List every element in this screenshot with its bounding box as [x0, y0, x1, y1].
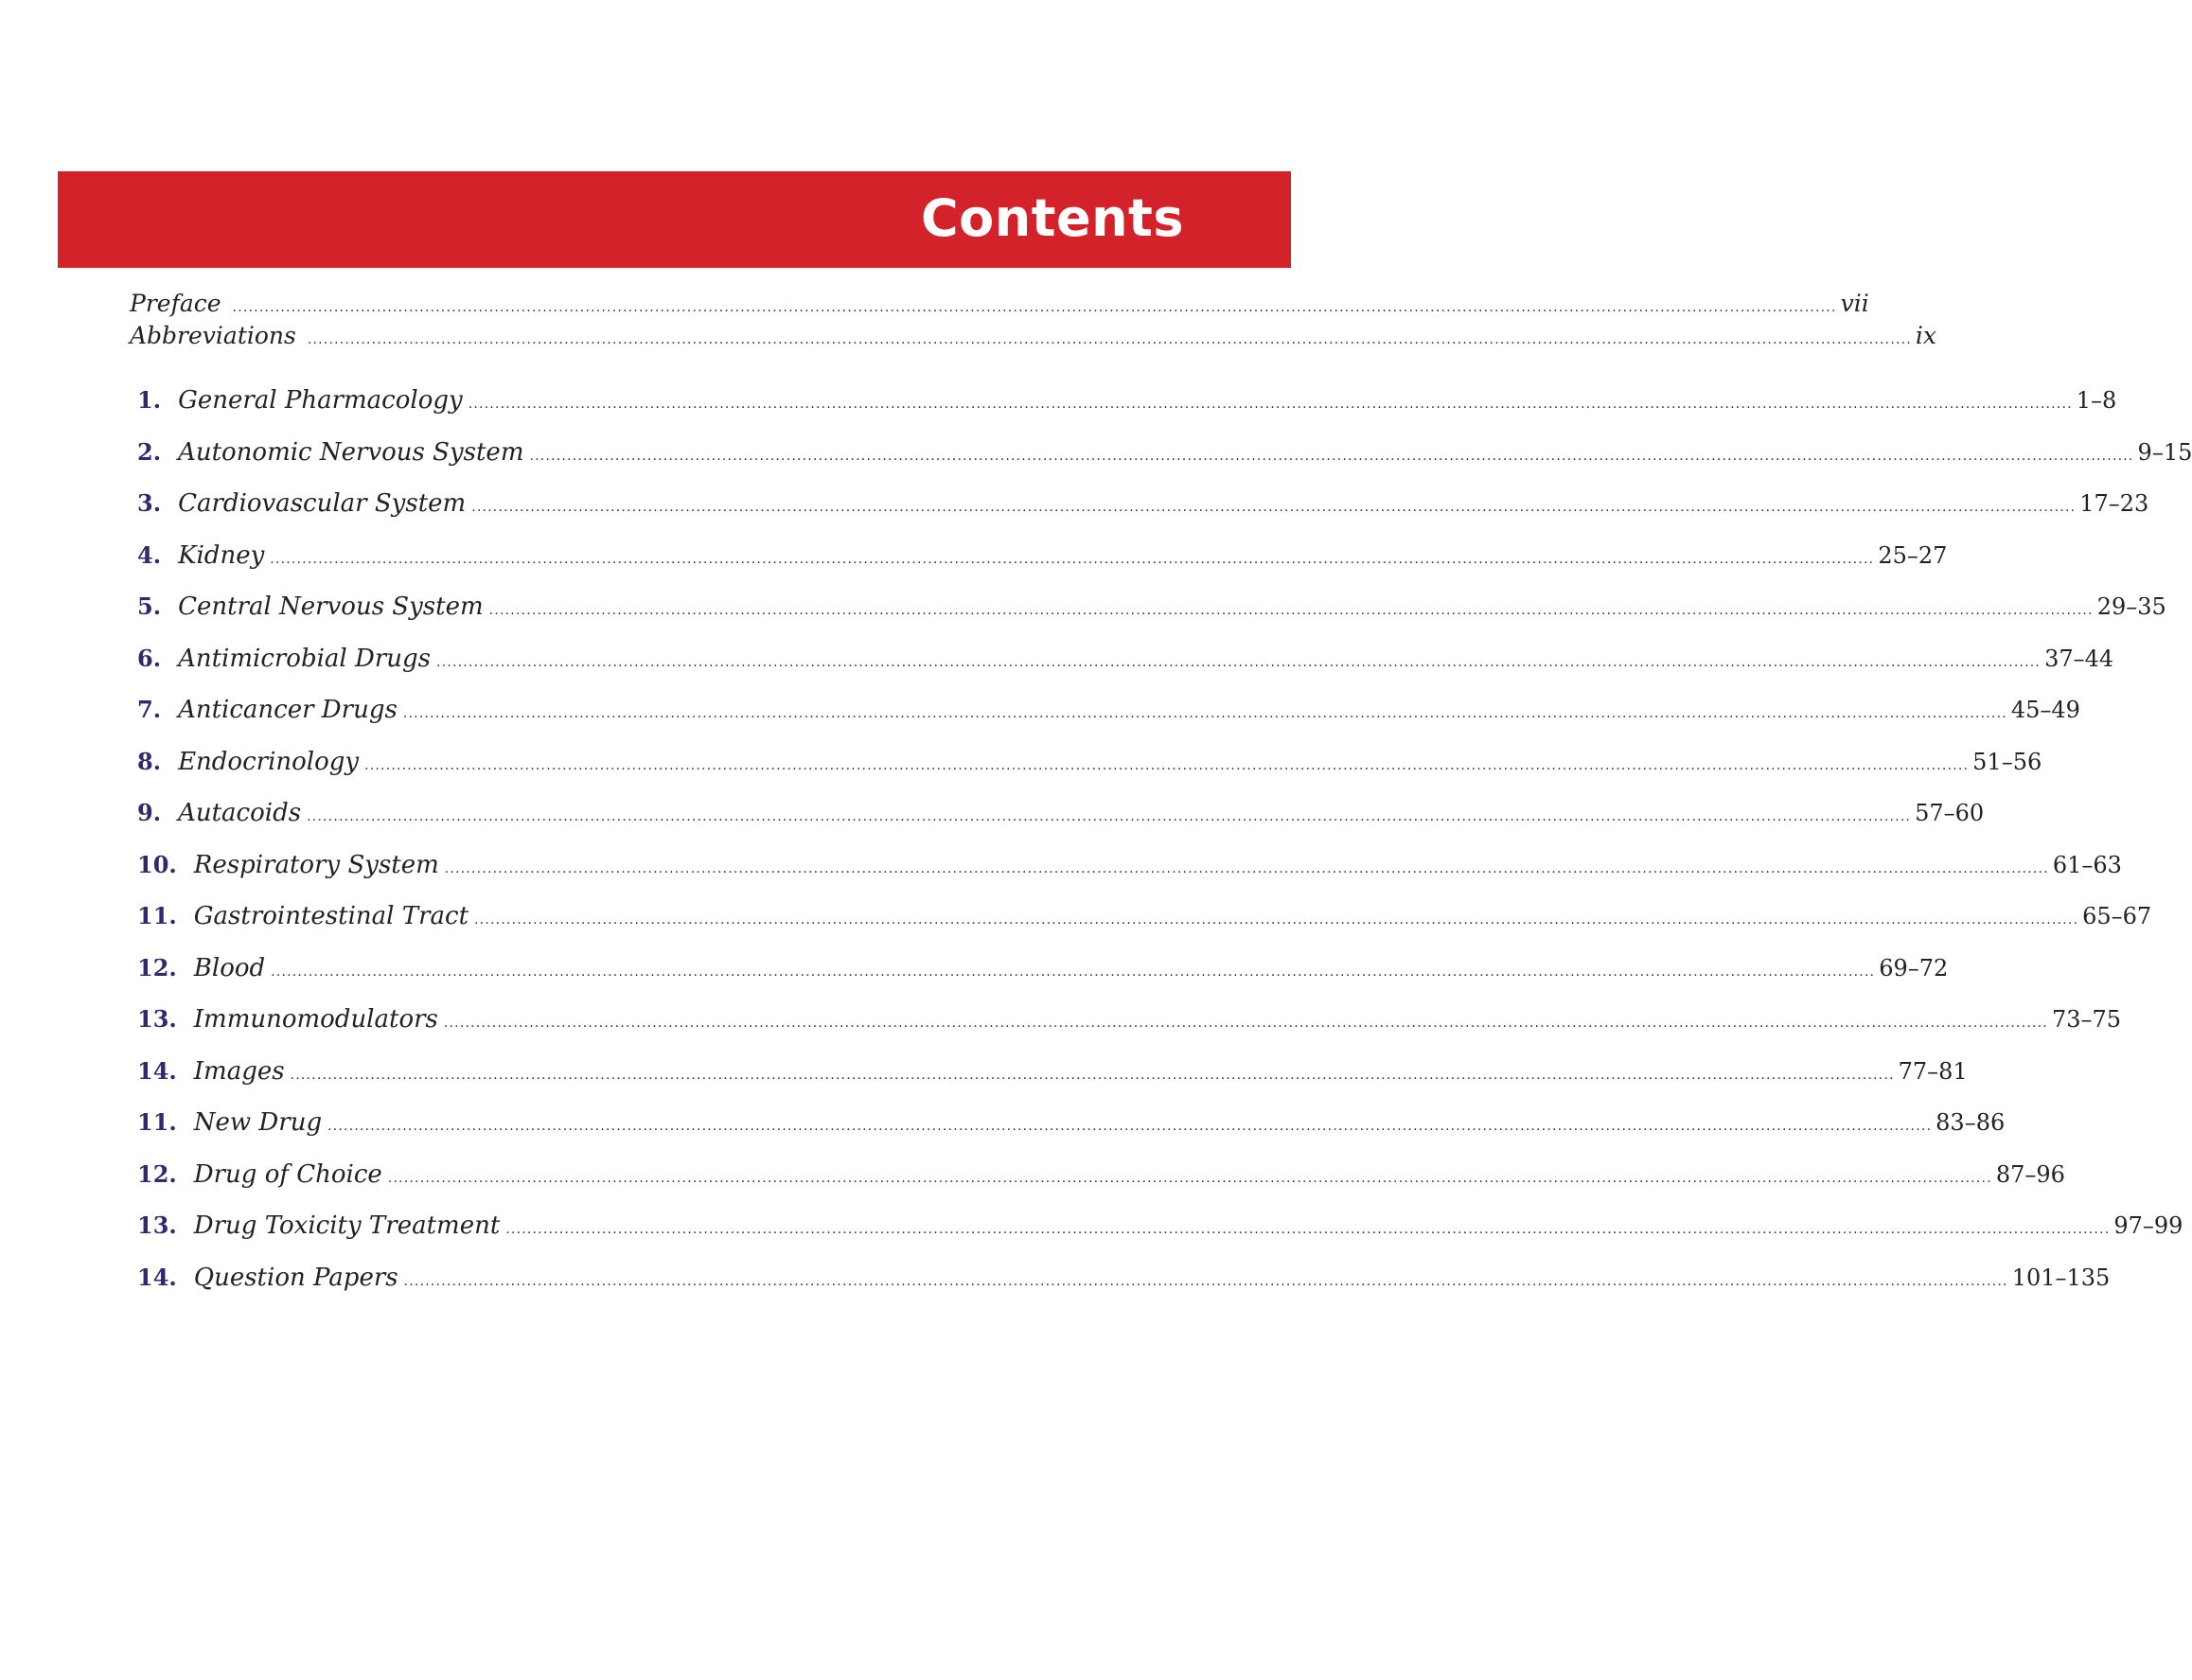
dot-leader: ............................................................................................................................................................................................................................................................................................................: [232, 300, 1837, 315]
chapter-title: Endocrinology: [178, 747, 360, 776]
chapter-title: Kidney: [178, 540, 265, 570]
dot-leader: ............................................................................................................................................................................................................................................................................................................: [402, 706, 2007, 721]
chapter-title: Drug Toxicity Treatment: [193, 1211, 501, 1240]
chapter-pages: 51–56: [1972, 748, 2042, 775]
chapter-pages: 1–8: [2076, 387, 2117, 414]
chapter-row: [137, 902, 2152, 954]
chapter-number: 8.: [137, 747, 162, 775]
chapter-pages: 87–96: [1995, 1160, 2065, 1188]
dot-leader: ............................................................................................................................................................................................................................................................................................................: [387, 1170, 1992, 1186]
front-matter-page: vii: [1840, 290, 1869, 317]
front-matter-label: Preface: [130, 290, 221, 317]
dot-leader: ............................................................................................................................................................................................................................................................................................................: [488, 603, 2094, 618]
chapter-number: 12.: [137, 953, 177, 981]
chapter-number: 2.: [137, 437, 162, 466]
dot-leader: ............................................................................................................................................................................................................................................................................................................: [471, 500, 2077, 515]
chapter-pages: 61–63: [2052, 851, 2122, 878]
chapter-title: Autonomic Nervous System: [178, 437, 524, 467]
chapter-title: Cardiovascular System: [178, 489, 467, 518]
dot-leader: ............................................................................................................................................................................................................................................................................................................: [444, 860, 2049, 876]
chapter-title: Images: [193, 1056, 285, 1086]
chapter-number: 6.: [137, 644, 162, 672]
chapter-number: 1.: [137, 386, 162, 414]
chapter-row: [137, 592, 2166, 645]
chapter-row: [137, 540, 1948, 593]
dot-leader: ............................................................................................................................................................................................................................................................................................................: [505, 1222, 2111, 1237]
chapter-number: 9.: [137, 799, 162, 826]
dot-leader: ............................................................................................................................................................................................................................................................................................................: [290, 1067, 1895, 1083]
chapter-pages: 97–99: [2113, 1212, 2183, 1239]
chapter-number: 13.: [137, 1211, 177, 1239]
contents-banner: [58, 171, 1291, 268]
chapter-number: 14.: [137, 1056, 177, 1085]
chapter-pages: 37–44: [2044, 645, 2114, 672]
dot-leader: ............................................................................................................................................................................................................................................................................................................: [307, 332, 1912, 347]
page-title: Contents: [920, 188, 1184, 248]
chapter-number: 12.: [137, 1159, 177, 1188]
chapter-pages: 9–15: [2137, 438, 2192, 466]
chapter-row: [137, 1211, 2183, 1264]
dot-leader: ............................................................................................................................................................................................................................................................................................................: [529, 448, 2134, 464]
chapter-number: 7.: [137, 696, 162, 723]
chapter-row: [137, 489, 2149, 541]
dot-leader: ............................................................................................................................................................................................................................................................................................................: [468, 397, 2073, 412]
chapter-pages: 69–72: [1879, 954, 1949, 981]
chapter-pages: 65–67: [2082, 903, 2152, 929]
chapter-title: Drug of Choice: [193, 1159, 382, 1189]
chapter-number: 13.: [137, 1005, 177, 1033]
front-matter-item: [130, 290, 1869, 322]
chapter-row: [137, 953, 1949, 1006]
chapter-row: [137, 1056, 1968, 1109]
dot-leader: ............................................................................................................................................................................................................................................................................................................: [364, 757, 1970, 773]
chapter-row: [137, 437, 2192, 490]
chapter-row: [137, 1005, 2122, 1057]
chapter-title: New Drug: [193, 1108, 323, 1137]
chapter-number: 11.: [137, 902, 177, 929]
chapter-title: Blood: [193, 953, 266, 982]
chapter-number: 4.: [137, 540, 162, 569]
chapter-number: 3.: [137, 489, 162, 517]
chapter-title: Central Nervous System: [178, 592, 484, 621]
chapter-row: [137, 644, 2114, 697]
dot-leader: ............................................................................................................................................................................................................................................................................................................: [327, 1119, 1933, 1134]
dot-leader: ............................................................................................................................................................................................................................................................................................................: [436, 654, 2042, 670]
dot-leader: ............................................................................................................................................................................................................................................................................................................: [271, 964, 1876, 980]
dot-leader: ............................................................................................................................................................................................................................................................................................................: [443, 1016, 2048, 1031]
chapter-row: [137, 799, 1985, 851]
chapter-title: Gastrointestinal Tract: [193, 902, 469, 930]
chapter-pages: 17–23: [2079, 490, 2149, 517]
chapter-number: 10.: [137, 850, 177, 878]
chapter-pages: 77–81: [1898, 1057, 1968, 1085]
chapter-pages: 57–60: [1915, 800, 1985, 826]
chapter-number: 11.: [137, 1108, 177, 1136]
chapter-title: Autacoids: [178, 799, 302, 827]
chapter-row: [137, 1159, 2065, 1212]
chapter-pages: 73–75: [2051, 1006, 2122, 1033]
chapter-row: [137, 696, 2080, 748]
chapter-list: [137, 386, 2192, 1315]
chapter-title: Respiratory System: [193, 850, 439, 879]
chapter-title: General Pharmacology: [178, 386, 463, 415]
dot-leader: ............................................................................................................................................................................................................................................................................................................: [403, 1273, 2008, 1289]
chapter-pages: 101–135: [2011, 1264, 2111, 1291]
front-matter-list: [130, 290, 1937, 354]
chapter-number: 14.: [137, 1263, 177, 1291]
chapter-pages: 29–35: [2096, 593, 2166, 620]
chapter-number: 5.: [137, 592, 162, 620]
chapter-row: [137, 386, 2117, 438]
chapter-pages: 83–86: [1936, 1109, 2006, 1136]
dot-leader: ............................................................................................................................................................................................................................................................................................................: [474, 912, 2079, 928]
chapter-row: [137, 747, 2042, 800]
front-matter-page: ix: [1915, 322, 1937, 349]
front-matter-item: [130, 322, 1937, 354]
chapter-row: [137, 1108, 2006, 1160]
chapter-row: [137, 850, 2122, 903]
front-matter-label: Abbreviations: [130, 322, 296, 349]
chapter-title: Antimicrobial Drugs: [178, 644, 432, 673]
chapter-pages: 45–49: [2010, 697, 2080, 723]
chapter-row: [137, 1263, 2111, 1316]
chapter-title: Anticancer Drugs: [178, 696, 398, 724]
chapter-title: Immunomodulators: [193, 1005, 438, 1034]
dot-leader: ............................................................................................................................................................................................................................................................................................................: [270, 551, 1875, 567]
chapter-title: Question Papers: [193, 1263, 398, 1292]
dot-leader: ............................................................................................................................................................................................................................................................................................................: [307, 809, 1912, 824]
chapter-pages: 25–27: [1878, 541, 1948, 569]
